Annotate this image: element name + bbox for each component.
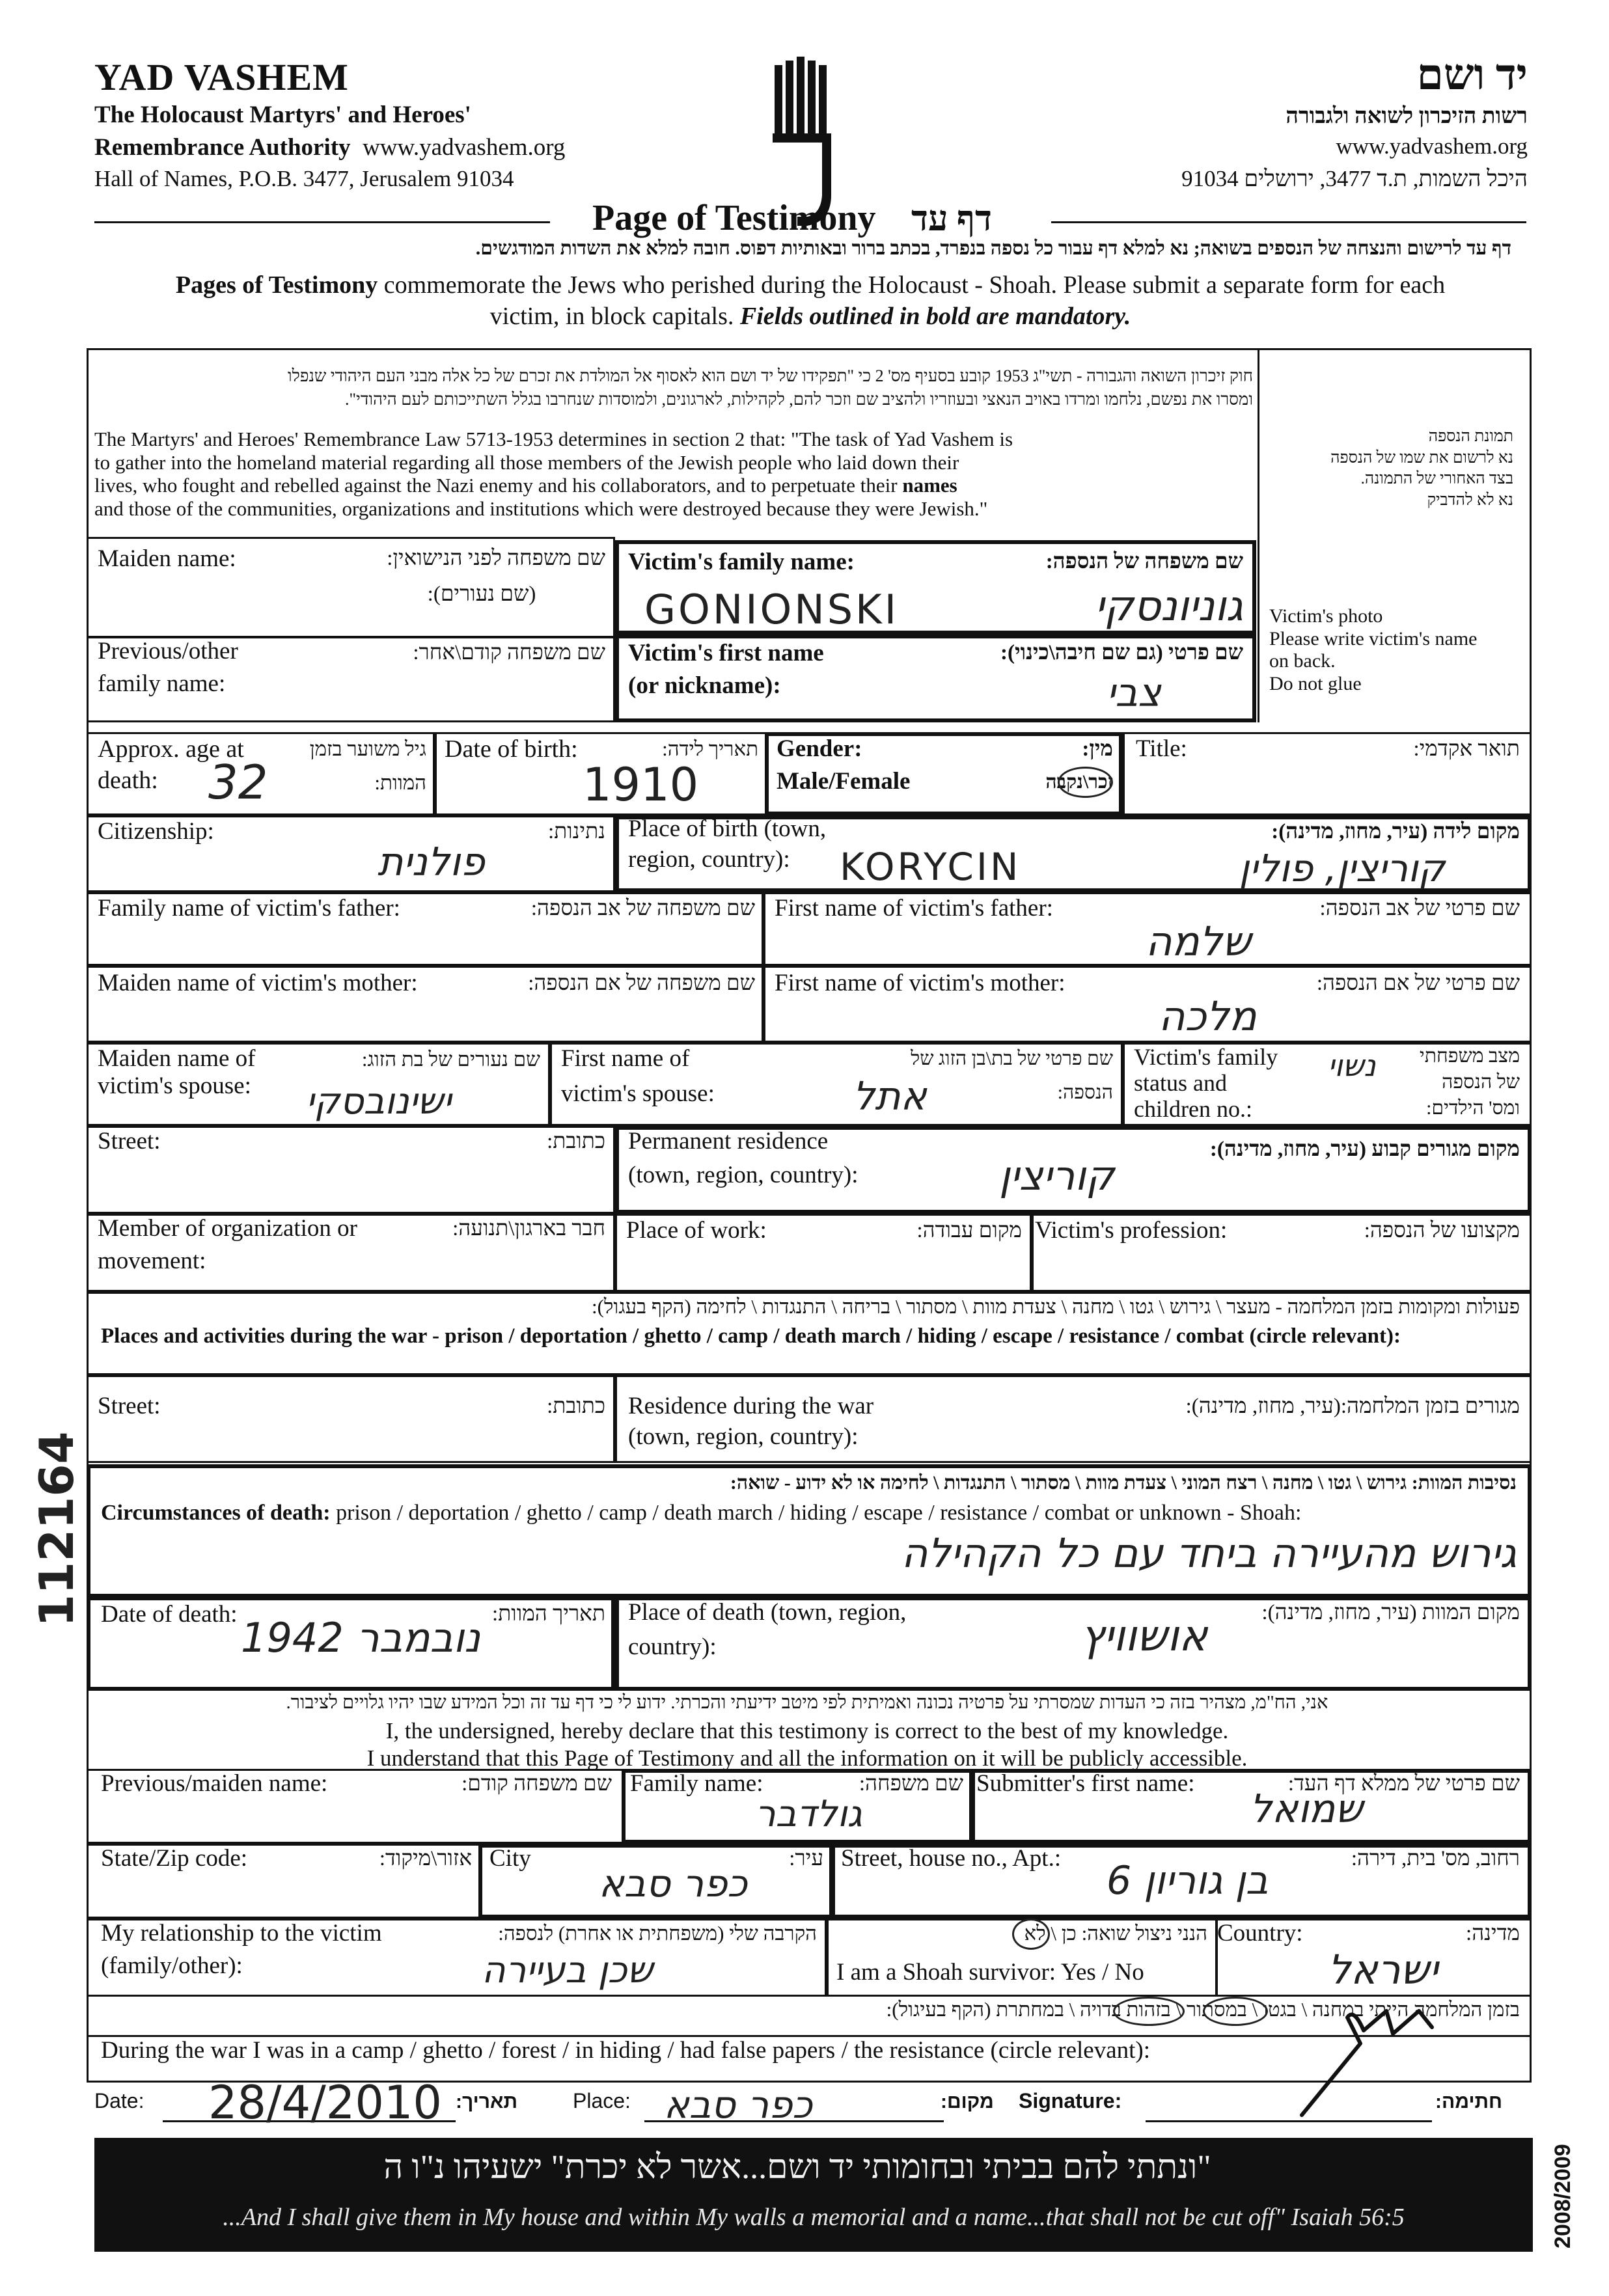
declaration-en-2: I understand that this Page of Testimony and all the information on it will be publicly accessible. bbox=[366, 1745, 1248, 1771]
mother-first-label-he: שם פרטי של אם הנספה: bbox=[1316, 972, 1520, 995]
city-label-en: City bbox=[489, 1845, 531, 1872]
maiden-label-he2: (שם נעורים): bbox=[427, 582, 536, 606]
org-name-he: יד ושם bbox=[1416, 51, 1528, 99]
status-label-he-1: מצב משפחתי bbox=[1419, 1045, 1520, 1067]
intro-en-1: commemorate the Jews who perished during the Holocaust - Shoah. Please submit a separate form for each bbox=[378, 271, 1446, 299]
street2-label-en: Street: bbox=[98, 1393, 161, 1419]
law-en-1: The Martyrs' and Heroes' Remembrance Law 5713-1953 determines in section 2 that: "The task of Yad Vashem is bbox=[94, 428, 1013, 450]
law-en-2: to gather into the homeland material regarding all those members of the Jewish people who laid down their bbox=[94, 450, 959, 474]
zip-label-he: אזור\מיקוד: bbox=[379, 1847, 472, 1870]
side-reference-number: 112164 bbox=[29, 1431, 84, 1627]
perm-label-en-1: Permanent residence bbox=[628, 1128, 829, 1155]
sub-prev-label-he: שם משפחה קודם: bbox=[461, 1772, 612, 1796]
gender-label-en-1: Gender: bbox=[777, 735, 862, 762]
hiding-circle-mark bbox=[1203, 1997, 1268, 2026]
intro-he: דף עד לרישום והנצחה של הנספים בשואה; נא למלא דף עבור כל נספה בנפרד, בכתב ברור ובאותיות דפוס. חובה למלא את השדות המודגשים. bbox=[475, 238, 1511, 259]
dod-value: נובמבר 1942 bbox=[241, 1614, 481, 1661]
url-he[interactable]: www.yadvashem.org bbox=[1336, 133, 1528, 159]
cit-label-en: Citizenship: bbox=[98, 818, 214, 845]
sub-fam-value: גולדבר bbox=[755, 1793, 862, 1835]
photo-en-4: Do not glue bbox=[1269, 672, 1362, 694]
father-fam-label-he: שם משפחה של אב הנספה: bbox=[530, 897, 755, 920]
intro-en-bold: Pages of Testimony bbox=[175, 271, 378, 299]
pod-value: אושוויץ bbox=[1080, 1611, 1208, 1661]
cit-label-he: נתינות: bbox=[548, 820, 605, 843]
survivor-label-en: I am a Shoah survivor: Yes / No bbox=[836, 1959, 1144, 1986]
spouse-maiden-label-en-1: Maiden name of bbox=[98, 1045, 256, 1072]
pob-value-he: קוריצין, פולין bbox=[1239, 846, 1445, 890]
mother-maiden-label-he: שם משפחה של אם הנספה: bbox=[528, 972, 755, 995]
prev-label-en-2: family name: bbox=[98, 670, 226, 697]
dob-label-en: Date of birth: bbox=[445, 735, 578, 763]
prof-label-he: מקצועו של הנספה: bbox=[1364, 1219, 1520, 1242]
gender-label-he-2: זכר\נקבה bbox=[1045, 771, 1113, 793]
age-label-he-2: המוות: bbox=[374, 771, 426, 794]
father-first-label-he: שם פרטי של אב הנספה: bbox=[1319, 897, 1520, 920]
photo-he-1: תמונת הנספה bbox=[1428, 428, 1513, 445]
cit-value: פולנית bbox=[378, 840, 485, 885]
war-res-label-en-1: Residence during the war bbox=[628, 1393, 874, 1419]
survivor-label-he: הנני ניצול שואה: כן \ לא bbox=[1024, 1922, 1207, 1945]
circ-label-he: נסיבות המוות: גירוש \ גטו \ מחנה \ רצח המוני \ צעדת מוות \ מסתור \ התנגדות \ לחימה או לא ידוע - שואה: bbox=[730, 1472, 1517, 1494]
prev-label-en-1: Previous/other bbox=[98, 638, 238, 664]
first-label-en-1: Victim's first name bbox=[628, 640, 824, 666]
pob-value-latin: KORYCIN bbox=[840, 845, 1021, 889]
family-label-en: Victim's family name: bbox=[628, 549, 855, 575]
place-label-en: Place: bbox=[573, 2089, 631, 2112]
street2-label-he: כתובת: bbox=[547, 1395, 605, 1418]
circ-label-en: prison / deportation / ghetto / camp / death march / hiding / escape / resistance / combat or unknown - Shoah: bbox=[330, 1501, 1302, 1525]
title-rule-right bbox=[1051, 221, 1526, 223]
signature-label-en: Signature: bbox=[1019, 2089, 1122, 2112]
title-rule-left bbox=[94, 221, 550, 223]
page-title-en: Page of Testimony bbox=[592, 198, 876, 238]
dod-label-he: תאריך המוות: bbox=[492, 1602, 605, 1626]
first-value: צבי bbox=[1107, 670, 1161, 716]
declaration-he: אני, הח"מ, מצהיר בזה כי העדות שמסרתי על פרטיה נכונה ואמיתית לפי מיטב ידיעתי והכרתי. ידוע לי כי דף עד זה וכל המידע שבו יהיו גלויים לציבור. bbox=[286, 1692, 1328, 1713]
dob-value: 1910 bbox=[583, 758, 699, 812]
member-label-en-1: Member of organization or bbox=[98, 1215, 357, 1242]
status-label-en-2: status and bbox=[1134, 1070, 1227, 1096]
gender-label-en-2: Male/Female bbox=[777, 768, 911, 795]
spouse-first-label-en-2: victim's spouse: bbox=[561, 1080, 715, 1107]
family-value-latin: GONIONSKI bbox=[644, 586, 899, 633]
org-sub2-line bbox=[94, 133, 565, 161]
spouse-first-label-he-1: שם פרטי של בת\בן הזוג של bbox=[911, 1048, 1113, 1069]
photo-en-2: Please write victim's name bbox=[1269, 627, 1478, 649]
org-sub-he: רשות הזיכרון לשואה ולגבורה bbox=[1286, 104, 1528, 128]
law-text bbox=[94, 366, 1253, 521]
country-label-he: מדינה: bbox=[1466, 1922, 1520, 1945]
gender-label-he-1: מין: bbox=[1082, 737, 1113, 761]
father-fam-label-en: Family name of victim's father: bbox=[98, 895, 400, 922]
prof-label-en: Victim's profession: bbox=[1035, 1217, 1228, 1244]
mother-first-value: מלכה bbox=[1159, 992, 1257, 1040]
work-label-he: מקום עבודה: bbox=[916, 1219, 1022, 1242]
status-label-en-3: children no.: bbox=[1134, 1096, 1252, 1122]
ghetto-circle-mark bbox=[1113, 1997, 1185, 2026]
status-value: נשוי bbox=[1328, 1048, 1376, 1083]
first-label-en-2: (or nickname): bbox=[628, 672, 781, 699]
spouse-first-value: אתל bbox=[853, 1074, 927, 1119]
footer-banner bbox=[94, 2138, 1533, 2252]
sub-first-value: שמואל bbox=[1250, 1786, 1363, 1832]
age-label-en-2: death: bbox=[98, 767, 158, 794]
pod-label-en-1: Place of death (town, region, bbox=[628, 1599, 907, 1626]
circ-value: גירוש מהעיירה ביחד עם כל הקהילה bbox=[901, 1529, 1517, 1577]
family-value-he: גוניונסקי bbox=[1094, 582, 1243, 631]
age-label-he-1: גיל משוער בזמן bbox=[309, 737, 426, 760]
footer-quote-he: "ונתתי להם בביתי ובחומותי יד ושם...אשר לא יכרת" ישעיהו נ"ו ה bbox=[383, 2149, 1211, 2186]
signature-line[interactable] bbox=[1146, 2120, 1432, 2122]
street-label-en: Street: bbox=[98, 1128, 161, 1155]
photo-he bbox=[1266, 426, 1513, 511]
photo-he-4: נא לא להדביק bbox=[1427, 491, 1513, 509]
sub-first-label-he: שם פרטי של ממלא דף העד: bbox=[1287, 1772, 1520, 1796]
spouse-maiden-label-he: שם נעורים של בת הזוג: bbox=[361, 1048, 540, 1071]
title-label-en: Title: bbox=[1136, 735, 1187, 762]
intro-en bbox=[111, 270, 1510, 332]
spouse-maiden-label-en-2: victim's spouse: bbox=[98, 1073, 251, 1099]
zip-label-en: State/Zip code: bbox=[101, 1845, 248, 1872]
law-en-3b: names bbox=[902, 474, 957, 497]
address-en: Hall of Names, P.O.B. 3477, Jerusalem 91034 bbox=[94, 166, 514, 191]
mother-maiden-label-en: Maiden name of victim's mother: bbox=[98, 970, 418, 996]
photo-en bbox=[1269, 605, 1477, 695]
country-value: ישראל bbox=[1328, 1946, 1438, 1993]
pob-label-en-2: region, country): bbox=[628, 846, 790, 873]
mother-first-label-en: First name of victim's mother: bbox=[775, 970, 1066, 996]
survivor-circle-mark bbox=[1012, 1919, 1050, 1950]
dob-label-he: תאריך לידה: bbox=[662, 737, 758, 760]
org-name-en: YAD VASHEM bbox=[94, 56, 349, 98]
rel-value: שכן בעיירה bbox=[482, 1949, 653, 1991]
org-sub2-en: Remembrance Authority bbox=[94, 134, 351, 161]
during-label-he: בזמן המלחמה הייתי במחנה \ בגטו \ במסתור \ בזהות בדויה \ במחתרת (הקף בעיגול): bbox=[886, 1998, 1520, 2021]
status-label-he-2: של הנספה bbox=[1442, 1071, 1520, 1093]
law-en bbox=[94, 428, 1253, 521]
place-label-he: מקום: bbox=[941, 2091, 994, 2112]
footer-quote-en: ...And I shall give them in My house and within My walls a memorial and a name...that shall not be cut off" Isaiah 56:5 bbox=[223, 2204, 1405, 2231]
declaration-en-1: I, the undersigned, hereby declare that this testimony is correct to the best of my knowledge. bbox=[385, 1718, 1229, 1743]
date-label-he: תאריך: bbox=[456, 2091, 518, 2112]
place-value[interactable]: כפר סבא bbox=[664, 2083, 813, 2127]
perm-value: קוריצין bbox=[999, 1152, 1115, 1199]
pod-label-he: מקום המוות (עיר, מחוז, מדינה): bbox=[1261, 1601, 1520, 1624]
father-first-value: שלמה bbox=[1146, 918, 1251, 965]
war-res-label-en-2: (town, region, country): bbox=[628, 1423, 859, 1450]
rel-label-en-1: My relationship to the victim bbox=[101, 1920, 382, 1947]
sub-street-value: בן גוריון 6 bbox=[1107, 1858, 1269, 1904]
city-label-he: עיר: bbox=[789, 1847, 823, 1870]
spouse-first-label-he-2: הנספה: bbox=[1057, 1082, 1113, 1103]
sub-first-label-en: Submitter's first name: bbox=[976, 1770, 1195, 1797]
prev-label-he: שם משפחה קודם\אחר: bbox=[413, 641, 605, 664]
org-sub1-en: The Holocaust Martyrs' and Heroes' bbox=[94, 102, 471, 128]
address-he: היכל השמות, ת.ד 3477, ירושלים 91034 bbox=[1181, 166, 1528, 191]
perm-label-en-2: (town, region, country): bbox=[628, 1162, 859, 1188]
date-value[interactable]: 28/4/2010 bbox=[208, 2076, 442, 2129]
form-code: 2008/2009 bbox=[1550, 2144, 1575, 2248]
country-label-en: Country: bbox=[1217, 1920, 1303, 1947]
father-first-label-en: First name of victim's father: bbox=[775, 895, 1053, 922]
photo-he-3: בצד האחורי של התמונה. bbox=[1360, 470, 1513, 487]
title-label-he: תואר אקדמי: bbox=[1413, 737, 1520, 761]
sub-fam-label-he: שם משפחה: bbox=[859, 1772, 963, 1796]
maiden-label-en: Maiden name: bbox=[98, 545, 236, 572]
intro-en-2: victim, in block capitals. bbox=[489, 302, 740, 330]
law-he-1: חוק זיכרון השואה והגבורה - תשי"ג 1953 קובע בסעיף מס' 2 כי "תפקידו של יד ושם הוא לאסוף אל המולדת את זכרם של כל אלה מבני העם היהודי שנפלו bbox=[288, 366, 1253, 385]
age-label-en-1: Approx. age at bbox=[98, 735, 244, 763]
law-en-4: and those of the communities, organizations and institutions which were destroyed because they were Jewish." bbox=[94, 497, 988, 520]
pob-label-he: מקום לידה (עיר, מחוז, מדינה): bbox=[1271, 820, 1520, 843]
work-label-en: Place of work: bbox=[626, 1217, 767, 1244]
rel-label-en-2: (family/other): bbox=[101, 1952, 243, 1979]
pob-label-en-1: Place of birth (town, bbox=[628, 815, 827, 842]
photo-divider bbox=[1258, 348, 1259, 722]
rel-label-he: הקרבה שלי (משפחתית או אחרת) לנספה: bbox=[498, 1922, 817, 1945]
circ-label-en-bold: Circumstances of death: bbox=[101, 1501, 331, 1525]
perm-label-he: מקום מגורים קבוע (עיר, מחוז, מדינה): bbox=[1209, 1138, 1520, 1161]
signature-label-he: חתימה: bbox=[1435, 2091, 1503, 2112]
intro-en-italic: Fields outlined in bold are mandatory. bbox=[739, 302, 1131, 330]
photo-en-1: Victim's photo bbox=[1269, 605, 1383, 627]
status-label-en-1: Victim's family bbox=[1134, 1044, 1278, 1070]
url-en[interactable]: www.yadvashem.org bbox=[363, 134, 566, 161]
age-value: 32 bbox=[208, 755, 268, 810]
sub-street-label-en: Street, house no., Apt.: bbox=[841, 1845, 1062, 1872]
sub-prev-label-en: Previous/maiden name: bbox=[101, 1770, 328, 1797]
war-res-label-he: מגורים בזמן המלחמה:(עיר, מחוז, מדינה): bbox=[1185, 1395, 1520, 1418]
photo-en-3: on back. bbox=[1269, 650, 1336, 672]
member-label-he: חבר בארגון\תנועה: bbox=[452, 1217, 605, 1240]
photo-he-2: נא לרשום את שמו של הנספה bbox=[1330, 448, 1513, 467]
pod-label-en-2: country): bbox=[628, 1633, 717, 1660]
first-label-he: שם פרטי (גם שם חיבה\כינוי): bbox=[1000, 641, 1243, 664]
places-label-en: Places and activities during the war - prison / deportation / ghetto / camp / death march / hiding / escape / resistance / combat (circle relevant): bbox=[101, 1324, 1401, 1348]
date-label-en: Date: bbox=[94, 2089, 144, 2112]
circ-label-en-line bbox=[101, 1500, 1301, 1525]
spouse-first-label-en-1: First name of bbox=[561, 1045, 690, 1072]
status-label-he-3: ומס' הילדים: bbox=[1426, 1097, 1520, 1119]
spouse-maiden-value: ישינובסקי bbox=[306, 1080, 452, 1123]
sub-fam-label-en: Family name: bbox=[630, 1770, 763, 1797]
male-circle-mark bbox=[1058, 767, 1113, 798]
during-label-en: During the war I was in a camp / ghetto / forest / in hiding / had false papers / the resistance (circle relevant): bbox=[101, 2037, 1151, 2064]
law-he-2: ומסרו את נפשם, נלחמו ומרדו באויב הנאצי ובעוזריו ולהציב שם וזכר להם, לקהילות, לארגונים, ולמוסדות שנחרבו בגלל השתייכותם לעם היהודי". bbox=[344, 390, 1253, 409]
member-label-en-2: movement: bbox=[98, 1248, 206, 1274]
family-label-he: שם משפחה של הנספה: bbox=[1045, 550, 1243, 573]
places-label-he: פעולות ומקומות בזמן המלחמה - מעצר \ גירוש \ גטו \ מחנה \ צעדת מוות \ מסתור \ בריחה \ התנגדות \ לחימה (הקף בעגול): bbox=[592, 1295, 1520, 1318]
page-title-he: דף עד bbox=[911, 199, 992, 238]
law-en-3: lives, who fought and rebelled against the Nazi enemy and his collaborators, and to perpetuate their bbox=[94, 474, 898, 497]
maiden-label-he: שם משפחה לפני הנישואין: bbox=[387, 547, 605, 570]
law-en-3-line bbox=[94, 474, 1253, 497]
dod-label-en: Date of death: bbox=[101, 1601, 238, 1628]
signature-scribble-icon bbox=[1289, 1991, 1445, 2125]
sub-street-label-he: רחוב, מס' בית, דירה: bbox=[1351, 1847, 1520, 1870]
city-value: כפר סבא bbox=[599, 1861, 748, 1906]
street-label-he: כתובת: bbox=[547, 1130, 605, 1153]
war-street-field[interactable] bbox=[87, 1375, 615, 1463]
